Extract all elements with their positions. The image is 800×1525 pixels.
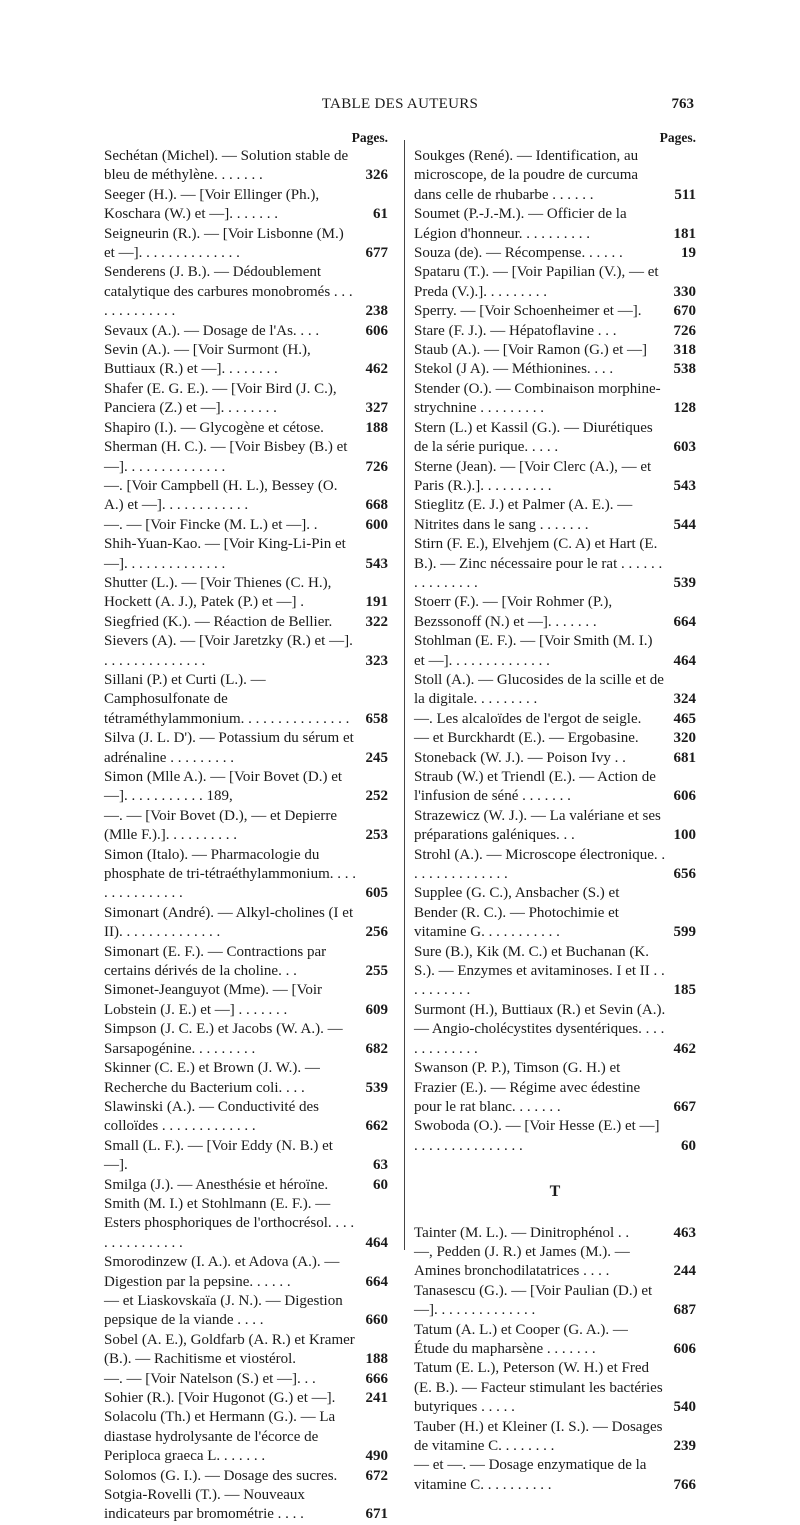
entry-page: 600 [365,516,388,533]
entry-page: 605 [365,885,388,902]
index-entry [414,419,696,458]
entry-text: Sohier (R.). [Voir Hugonot (G.) et —]. [104,1390,336,1406]
entry-page: 539 [673,574,696,591]
entry-page: 327 [365,400,388,417]
entry-page: 668 [365,497,388,514]
entry-page: 322 [365,613,388,630]
entry-page: 188 [365,419,388,436]
index-entry [414,1321,696,1360]
index-entry [104,1486,388,1525]
pages-label: Pages. [351,130,388,145]
entry-page: 256 [365,924,388,941]
entry-page: 255 [365,963,388,980]
index-entry [104,1137,388,1176]
index-entry [414,943,696,1001]
entry-text: Supplee (G. C.), Ansbacher (S.) et Bender (R. C.). — Photochimie et vitamine G. . . . . . . . . . . [414,885,624,941]
entry-text: Sevaux (A.). — Dosage de l'As. . . . [104,322,320,339]
index-entry [104,943,388,982]
index-entry [104,380,388,419]
entry-text: Simonart (André). — Alkyl-cholines (I et II). . . . . . . . . . . . . . [104,904,357,941]
entry-text: Staub (A.). — [Voir Ramon (G.) et —] [414,342,648,359]
column-divider [404,140,405,1250]
entry-page: 687 [673,1302,696,1319]
index-entry [104,807,388,846]
entry-text: Senderens (J. B.). — Dédoublement catalytique des carbures monobromés . . . . . . . . . . . . . [104,264,357,320]
entry-page: 185 [673,982,696,999]
entry-page: 191 [365,594,388,611]
index-entry [414,807,696,846]
index-entry [104,1389,388,1408]
entry-list [104,147,388,1525]
index-entry [104,768,388,807]
entry-text: Sperry. — [Voir Schoenheimer et —]. [414,303,642,320]
entry-page: 252 [365,788,388,805]
entry-text: Stohlman (E. F.). — [Voir Smith (M. I.) et —]. . . . . . . . . . . . . . [414,633,657,669]
entry-page: 320 [673,730,696,747]
index-entry [104,981,388,1020]
page-header [0,96,800,118]
entry-text: Strazewicz (W. J.). — La valériane et ses préparations galéniques. . . [414,807,665,844]
entry-page: 540 [673,1399,696,1416]
entry-text: Sillani (P.) et Curti (L.). — Camphosulfonate de tétraméthylammonium. . . . . . . . . . . . . . . [104,671,350,727]
entry-text: Souza (de). — Récompense. . . . . . [414,245,623,262]
entry-page: 664 [365,1273,388,1290]
index-entry [414,729,696,748]
index-entry [104,1370,388,1389]
entry-text: Stoneback (W. J.). — Poison Ivy . . [414,749,626,766]
index-entry [104,671,388,729]
index-entry [414,535,696,593]
index-entry [414,1001,696,1059]
index-entry [414,671,696,710]
entry-text: Sherman (H. C.). — [Voir Bisbey (B.) et —]. . . . . . . . . . . . . . [104,439,352,475]
entry-text: Smith (M. I.) et Stohlmann (E. F.). — Esters phosphoriques de l'orthocrésol. . . . . . . . . . . . . . . [104,1195,358,1251]
index-entry [104,322,388,341]
entry-page: 606 [365,322,388,339]
entry-page: 681 [673,749,696,766]
index-entry [414,768,696,807]
index-entry [104,1195,388,1253]
section-letter: T [549,1183,561,1201]
entry-page: 726 [673,322,696,339]
index-entry [104,904,388,943]
index-entry [414,1224,696,1243]
entry-page: 670 [673,303,696,320]
entry-page: 511 [674,186,696,203]
entry-text: Tainter (M. L.). — Dinitrophénol . . [414,1224,630,1241]
entry-text: Simon (Italo). — Pharmacologie du phosphate de tri-tétraéthylammonium. . . . . . . . . . . . . . . [104,846,360,902]
entry-text: Simon (Mlle A.). — [Voir Bovet (D.) et —]. . . . . . . . . . . 189, [104,769,346,805]
index-entry [414,710,696,729]
entry-page: 241 [365,1390,388,1406]
entry-page: 253 [365,827,388,844]
entry-text: Soumet (P.-J.-M.). — Officier de la Légion d'honneur. . . . . . . . . . [414,206,631,242]
entry-list [414,147,696,1156]
entry-text: Sure (B.), Kik (M. C.) et Buchanan (K. S.). — Enzymes et avitaminoses. I et II . . . . . . . . . . [414,943,669,999]
entry-text: Strohl (A.). — Microscope électronique. . . . . . . . . . . . . . . [414,846,669,883]
entry-text: Tatum (A. L.) et Cooper (G. A.). — Étude du mapharsène . . . . . . . [414,1321,632,1357]
entry-page: 544 [673,516,696,533]
entry-text: Sechétan (Michel). — Solution stable de bleu de méthylène. . . . . . . [104,148,352,184]
entry-text: Sterne (Jean). — [Voir Clerc (A.), — et Paris (R.).]. . . . . . . . . . [414,458,655,494]
entry-text: Slawinski (A.). — Conductivité des colloïdes . . . . . . . . . . . . . [104,1098,323,1135]
entry-list [414,1224,696,1496]
entry-text: Silva (J. L. D'). — Potassium du sérum et adrénaline . . . . . . . . . [104,730,358,766]
index-entry [104,1020,388,1059]
entry-page: 188 [365,1351,388,1368]
entry-page: 677 [365,245,388,262]
index-entry [414,263,696,302]
entry-page: 543 [365,555,388,572]
entry-text: — et Burckhardt (E.). — Ergobasine. [414,730,639,747]
page-number: 763 [671,96,694,112]
entry-text: Stirn (F. E.), Elvehjem (C. A) et Hart (E. B.). — Zinc nécessaire pour le rat . . . . . . . . . . . . . . . [414,536,667,591]
index-entry [104,613,388,632]
entry-page: 463 [673,1224,696,1241]
index-entry [414,322,696,341]
index-entry [104,1467,388,1486]
index-entry [104,729,388,768]
entry-text: Swoboda (O.). — [Voir Hesse (E.) et —] . . . . . . . . . . . . . . . [414,1118,664,1154]
entry-page: 462 [673,1040,696,1057]
entry-text: Siegfried (K.). — Réaction de Bellier. [104,613,333,630]
index-entry [104,1098,388,1137]
index-entry [104,438,388,477]
entry-text: Solomos (G. I.). — Dosage des sucres. [104,1467,338,1484]
index-entry [414,244,696,263]
index-entry [414,205,696,244]
entry-page: 245 [365,749,388,766]
index-entry [104,419,388,438]
entry-text: Stare (F. J.). — Hépatoflavine . . . [414,322,617,339]
entry-text: Shapiro (I.). — Glycogène et cétose. [104,419,324,436]
entry-text: Tauber (H.) et Kleiner (I. S.). — Dosages de vitamine C. . . . . . . . [414,1418,667,1454]
entry-page: 606 [673,1340,696,1357]
entry-text: Surmont (H.), Buttiaux (R.) et Sevin (A.). — Angio-cholécystites dysentériques. . . . . . . . . . . . . [414,1001,669,1057]
entry-page: 538 [673,361,696,378]
entry-text: Soukges (René). — Identification, au microscope, de la poudre de curcuma dans celle de rhubarbe . . . . . . [414,148,642,203]
entry-text: Simonet-Jeanguyot (Mme). — [Voir Lobstein (J. E.) et —] . . . . . . . [104,982,326,1018]
entry-page: 667 [673,1098,696,1115]
entry-page: 323 [365,652,388,669]
entry-text: Smorodinzew (I. A.). et Adova (A.). — Digestion par la pepsine. . . . . . [104,1254,344,1290]
entry-text: —. [Voir Campbell (H. L.), Bessey (O. A.) et —]. . . . . . . . . . . . [104,477,341,514]
index-entry [104,186,388,225]
index-entry [414,1418,696,1457]
entry-page: 539 [365,1079,388,1096]
index-entry [414,458,696,497]
entry-text: Stieglitz (E. J.) et Palmer (A. E.). — Nitrites dans le sang . . . . . . . [414,497,637,533]
entry-text: Stekol (J A). — Méthionines. . . . [414,361,614,378]
entry-text: Swanson (P. P.), Timson (G. H.) et Frazier (E.). — Régime avec édestine pour le rat blanc. . . . . . . [414,1060,644,1115]
entry-page: 326 [365,167,388,184]
entry-page: 658 [365,710,388,727]
entry-page: 100 [673,827,696,844]
index-entry [104,1059,388,1098]
entry-page: 128 [673,400,696,417]
index-entry [104,574,388,613]
entry-text: Tatum (E. L.), Peterson (W. H.) et Fred (E. B.). — Facteur stimulant les bactéries butyriques . . . . . [414,1360,667,1416]
entry-page: 19 [681,245,696,262]
entry-page: 656 [673,866,696,883]
index-entry [414,380,696,419]
entry-page: 606 [673,788,696,805]
index-entry [104,1331,388,1370]
index-entry [104,516,388,535]
entry-text: Stern (L.) et Kassil (G.). — Diurétiques de la série purique. . . . . [414,419,657,456]
index-entry [104,225,388,264]
index-entry [414,632,696,671]
index-entry [414,846,696,885]
entry-text: —. Les alcaloïdes de l'ergot de seigle. [414,710,642,727]
index-entry [414,593,696,632]
index-entry [104,1253,388,1292]
entry-page: 330 [673,283,696,300]
index-entry [414,1117,696,1156]
entry-page: 464 [365,1234,388,1251]
entry-page: 603 [673,439,696,456]
index-entry [104,1292,388,1331]
entry-text: Sotgia-Rovelli (T.). — Nouveaux indicateurs par bromométrie . . . . [104,1487,309,1523]
entry-page: 464 [673,652,696,669]
entry-page: 599 [673,924,696,941]
entry-page: 672 [365,1467,388,1484]
entry-text: Straub (W.) et Triendl (E.). — Action de l'infusion de séné . . . . . . . [414,769,660,805]
entry-text: Stoll (A.). — Glucosides de la scille et de la digitale. . . . . . . . . [414,671,668,708]
right-column [414,128,696,1495]
index-entry [414,496,696,535]
entry-text: Solacolu (Th.) et Hermann (G.). — La diastase hydrolysante de l'écorce de Periploca graeca L. . . . . . . [104,1409,339,1465]
entry-page: 60 [681,1137,696,1154]
entry-text: —, Pedden (J. R.) et James (M.). — Amines bronchodilatatrices . . . . [414,1243,633,1280]
entry-page: 181 [673,225,696,242]
index-entry [414,341,696,360]
index-entry [414,1059,696,1117]
entry-text: Shih-Yuan-Kao. — [Voir King-Li-Pin et —]. . . . . . . . . . . . . . [104,536,350,572]
entry-text: —. — [Voir Bovet (D.), — et Depierre (Mlle F.).]. . . . . . . . . . [104,807,341,844]
entry-text: Simpson (J. C. E.) et Jacobs (W. A.). — Sarsapogénine. . . . . . . . . [104,1021,347,1057]
entry-page: 682 [365,1040,388,1057]
entry-text: Sevin (A.). — [Voir Surmont (H.), Buttiaux (R.) et —]. . . . . . . . [104,342,315,378]
entry-text: Stoerr (F.). — [Voir Rohmer (P.), Bezssonoff (N.) et —]. . . . . . . [414,594,616,630]
entry-text: —. — [Voir Fincke (M. L.) et —]. . [104,516,318,533]
entry-page: 324 [673,691,696,708]
entry-text: —. — [Voir Natelson (S.) et —]. . . [104,1370,316,1387]
entry-text: Seeger (H.). — [Voir Ellinger (Ph.), Koschara (W.) et —]. . . . . . . [104,186,323,223]
entry-page: 63 [373,1157,388,1174]
index-entry [414,1243,696,1282]
entry-page: 465 [673,710,696,727]
index-entry [414,749,696,768]
entry-text: Skinner (C. E.) et Brown (J. W.). — Recherche du Bacterium coli. . . . [104,1060,324,1096]
entry-page: 662 [365,1118,388,1135]
entry-text: Shutter (L.). — [Voir Thienes (C. H.), Hockett (A. J.), Patek (P.) et —] . [104,574,336,611]
entry-page: 671 [365,1506,388,1523]
index-entry [104,1176,388,1195]
entry-text: Smilga (J.). — Anesthésie et héroïne. [104,1176,329,1193]
entry-page: 61 [373,206,388,223]
index-entry [414,1282,696,1321]
index-entry [414,360,696,379]
entry-page: 462 [365,361,388,378]
entry-page: 666 [365,1370,388,1387]
entry-page: 726 [365,458,388,475]
entry-page: 490 [365,1448,388,1465]
entry-page: 239 [673,1438,696,1454]
index-entry [104,477,388,516]
index-entry [104,341,388,380]
entry-page: 609 [365,1001,388,1018]
entry-page: 244 [673,1263,696,1280]
entry-page: 660 [365,1312,388,1329]
entry-text: — et —. — Dosage enzymatique de la vitamine C. . . . . . . . . . [414,1457,651,1493]
left-column [104,128,388,1525]
running-title: TABLE DES AUTEURS [321,96,479,112]
entry-text: Tanasescu (G.). — [Voir Paulian (D.) et —]. . . . . . . . . . . . . . [414,1282,656,1319]
index-entry [104,632,388,671]
index-entry [104,147,388,186]
entry-text: Seigneurin (R.). — [Voir Lisbonne (M.) et —]. . . . . . . . . . . . . . [104,225,348,262]
entry-text: Sievers (A). — [Voir Jaretzky (R.) et —]. . . . . . . . . . . . . . . [104,633,357,669]
entry-page: 60 [373,1176,388,1193]
index-entry [414,884,696,942]
entry-page: 543 [673,477,696,494]
index-entry [104,535,388,574]
index-entry [104,846,388,904]
entry-text: Small (L. F.). — [Voir Eddy (N. B.) et —]. [104,1137,337,1174]
index-entry [414,1456,696,1495]
entry-page: 766 [673,1476,696,1493]
entry-text: Simonart (E. F.). — Contractions par certains dérivés de la choline. . . [104,943,330,980]
pages-label: Pages. [659,130,696,145]
index-entry [414,147,696,205]
entry-text: — et Liaskovskaïa (J. N.). — Digestion pepsique de la viande . . . . [104,1292,347,1329]
index-entry [414,302,696,321]
entry-text: Sobel (A. E.), Goldfarb (A. R.) et Kramer (B.). — Rachitisme et viostérol. [104,1331,359,1368]
entry-text: Stender (O.). — Combinaison morphine-strychnine . . . . . . . . . [414,380,661,417]
index-entry [104,263,388,321]
index-entry [104,1408,388,1466]
entry-page: 318 [673,342,696,359]
entry-page: 238 [365,303,388,320]
entry-page: 664 [673,613,696,630]
entry-text: Spataru (T.). — [Voir Papilian (V.), — et Preda (V.).]. . . . . . . . . [414,264,663,300]
index-entry [414,1359,696,1417]
entry-text: Shafer (E. G. E.). — [Voir Bird (J. C.), Panciera (Z.) et —]. . . . . . . . [104,380,341,417]
